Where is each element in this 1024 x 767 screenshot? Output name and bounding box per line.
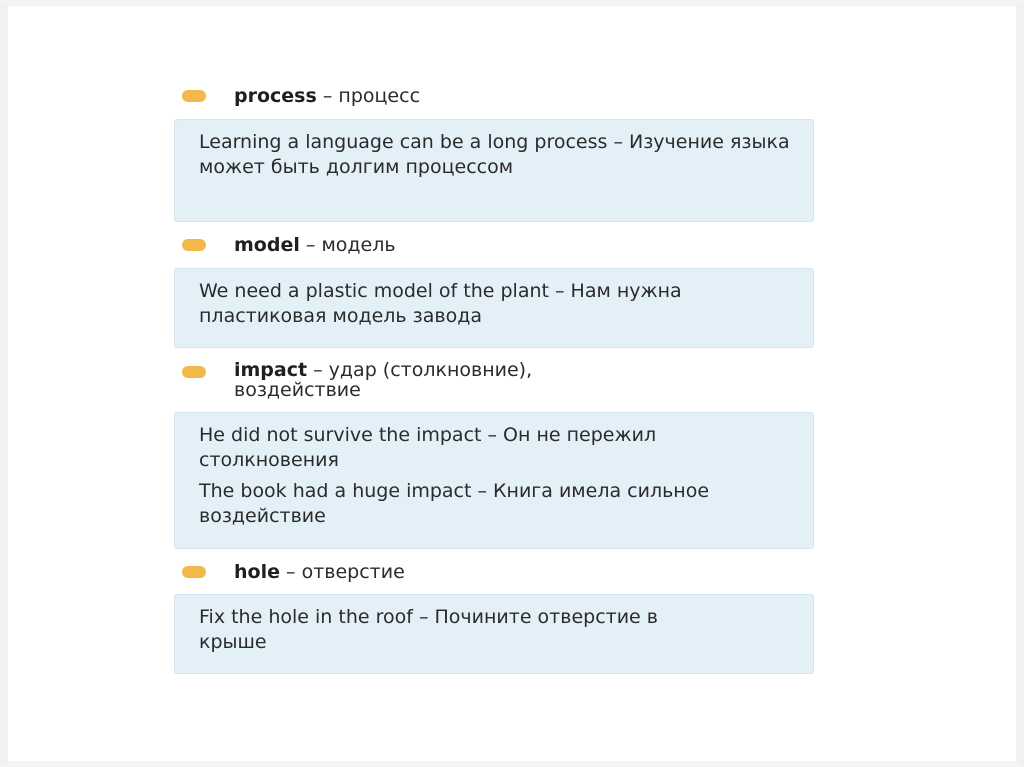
example-box-hole xyxy=(174,594,814,674)
term-word: impact xyxy=(234,359,308,381)
example-box-model xyxy=(174,268,814,348)
term-separator: – xyxy=(307,359,329,381)
term-translation: модель xyxy=(321,234,396,256)
term-heading xyxy=(234,84,734,108)
term-word: model xyxy=(234,234,300,256)
term-separator: – xyxy=(316,85,339,107)
example-sentence: The book had a huge impact – Книга имела сильное воздействие xyxy=(199,480,710,527)
term-word: hole xyxy=(234,561,280,583)
term-translation: удар (столкновние), воздействие xyxy=(234,359,533,401)
bullet-icon xyxy=(182,566,206,578)
example-sentence: He did not survive the impact – Он не пережил столкновения xyxy=(199,424,657,471)
example-box-process xyxy=(174,119,814,222)
bullet-icon xyxy=(182,90,206,102)
term-heading xyxy=(234,360,654,400)
example-sentence: We need a plastic model of the plant – Нам нужна пластиковая модель завода xyxy=(199,280,682,327)
term-translation: процесс xyxy=(338,85,421,107)
term-separator: – xyxy=(299,234,322,256)
example-sentence: Learning a language can be a long process – Изучение языка может быть долгим процессом xyxy=(199,131,790,178)
term-heading xyxy=(234,233,734,257)
example-sentence: Fix the hole in the roof – Почините отверстие в крыше xyxy=(199,606,658,653)
bullet-icon xyxy=(182,239,206,251)
term-translation: отверстие xyxy=(301,561,405,583)
example-box-impact xyxy=(174,412,814,549)
term-separator: – xyxy=(279,561,302,583)
term-word: process xyxy=(234,85,317,107)
bullet-icon xyxy=(182,366,206,378)
term-heading xyxy=(234,560,734,584)
